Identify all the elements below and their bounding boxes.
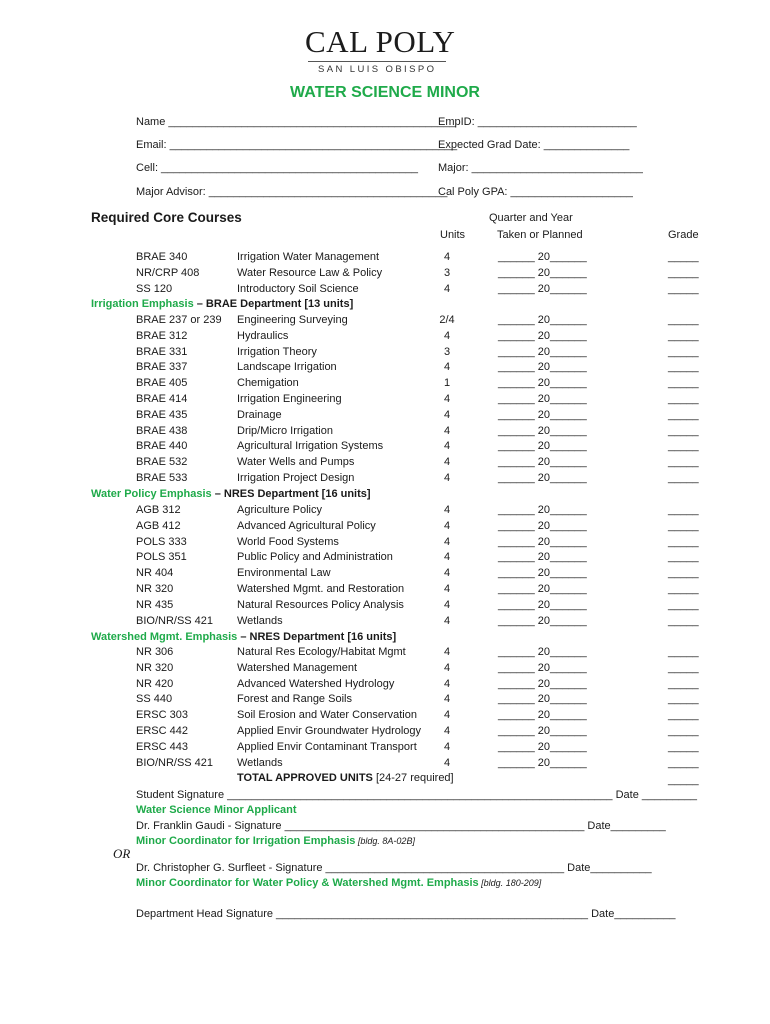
course-row [0,693,770,708]
course-code: NR 435 [136,598,174,611]
course-title: Landscape Irrigation [237,361,337,374]
course-units: 4 [443,677,451,690]
quarter-year-blank[interactable]: ______ 20______ [498,345,587,358]
grade-blank[interactable]: _____ [668,266,699,279]
course-units: 4 [443,361,451,374]
grade-blank[interactable]: _____ [668,393,699,405]
quarter-year-blank[interactable]: ______ 20______ [498,329,587,342]
course-row [0,678,770,693]
grade-blank[interactable]: _____ [668,408,699,421]
course-units: 4 [443,661,451,674]
emphasis-name: Watershed Mgmt. Emphasis [91,631,238,643]
quarter-year-blank[interactable]: ______ 20______ [498,472,587,484]
course-row [0,409,770,424]
course-code: BIO/NR/SS 421 [136,614,214,627]
quarter-year-blank[interactable]: ______ 20______ [498,361,587,374]
course-code: AGB 412 [136,519,181,532]
course-row [0,425,770,440]
grade-blank[interactable]: _____ [668,677,699,690]
course-title: Irrigation Water Management [237,251,380,263]
water-policy-emphasis-heading [91,488,371,500]
grade-blank[interactable]: _____ [668,709,699,722]
course-units: 4 [443,756,451,769]
course-title: Irrigation Theory [237,345,317,358]
quarter-year-blank[interactable]: ______ 20______ [498,725,587,737]
student-signature-line[interactable]: Student Signature _______________________________________________________________ Date _________ [136,789,697,801]
quarter-year-blank[interactable]: ______ 20______ [498,677,587,690]
emphasis-dept: – NRES Department [16 units] [211,488,371,500]
course-title: Environmental Law [237,567,331,580]
core-courses-heading: Required Core Courses [91,210,242,225]
course-row [0,377,770,392]
grade-blank[interactable]: _____ [668,535,699,548]
course-row [0,314,770,329]
grade-blank[interactable]: _____ [668,551,699,564]
course-title: Drip/Micro Irrigation [237,424,333,437]
course-code: BRAE 312 [136,329,188,342]
course-row [0,599,770,614]
logo-divider [308,61,446,62]
emphasis-dept: – BRAE Department [13 units] [193,298,354,310]
course-units: 4 [443,472,451,484]
quarter-year-blank[interactable]: ______ 20______ [498,583,587,595]
total-label: TOTAL APPROVED UNITS [237,772,373,784]
course-title: Natural Resources Policy Analysis [237,598,404,611]
course-row [0,725,770,740]
total-units [237,772,454,784]
course-title: Advanced Agricultural Policy [237,519,376,532]
quarter-year-blank[interactable]: ______ 20______ [498,693,587,706]
course-row [0,283,770,298]
grade-blank[interactable]: _____ [668,377,699,390]
course-code: NR/CRP 408 [136,266,200,279]
course-code: BRAE 337 [136,361,188,374]
form-title: WATER SCIENCE MINOR [290,84,480,101]
course-row [0,472,770,487]
quarter-year-blank[interactable]: ______ 20______ [498,393,587,405]
course-code: BRAE 340 [136,251,188,263]
email-field[interactable]: Email: _______________________________________________ [136,139,458,151]
gaudi-signature-line[interactable]: Dr. Franklin Gaudi - Signature _________________________________________________ Date_________ [136,820,666,832]
grade-blank[interactable]: _____ [668,440,699,453]
course-units: 4 [443,740,451,753]
applicant-label: Water Science Minor Applicant [136,804,297,816]
gpa-field[interactable]: Cal Poly GPA: ____________________ [438,186,633,198]
course-units: 4 [443,456,451,469]
course-row [0,741,770,756]
quarter-year-blank[interactable]: ______ 20______ [498,440,587,453]
grade-blank[interactable]: _____ [668,661,699,674]
surfleet-signature-line[interactable]: Dr. Christopher G. Surfleet - Signature _______________________________________ Date__________ [136,862,652,874]
name-field[interactable]: Name _______________________________________________ [136,116,456,128]
course-units: 3 [443,345,451,358]
course-title: Natural Res Ecology/Habitat Mgmt [237,646,406,658]
surfleet-role [136,877,541,889]
course-title: Water Wells and Pumps [237,456,355,469]
course-code: POLS 333 [136,535,187,548]
grade-blank[interactable]: _____ [668,504,699,516]
gaudi-building: [bldg. 8A-02B] [355,836,415,846]
course-code: NR 420 [136,677,174,690]
course-title: Drainage [237,408,282,421]
grade-blank[interactable]: _____ [668,614,699,627]
course-units: 4 [443,535,451,548]
course-code: BRAE 438 [136,424,188,437]
quarter-year-blank[interactable]: ______ 20______ [498,408,587,421]
course-units: 1 [443,377,451,390]
course-code: SS 120 [136,282,173,295]
grade-blank[interactable]: _____ [668,361,699,374]
course-title: Forest and Range Soils [237,693,352,706]
course-title: Introductory Soil Science [237,282,359,295]
course-row [0,615,770,630]
gaudi-role-text: Minor Coordinator for Irrigation Emphasis [136,835,356,847]
course-code: BRAE 331 [136,345,188,358]
course-units: 4 [443,646,451,658]
course-row [0,536,770,551]
course-units: 2/4 [439,314,455,326]
course-title: Soil Erosion and Water Conservation [237,709,417,722]
irrigation-emphasis-heading [91,298,353,310]
course-units: 4 [443,519,451,532]
course-title: Watershed Mgmt. and Restoration [237,583,405,595]
quarter-year-blank[interactable]: ______ 20______ [498,709,587,722]
quarter-year-blank[interactable]: ______ 20______ [498,266,587,279]
course-title: Advanced Watershed Hydrology [237,677,395,690]
course-title: Applied Envir Contaminant Transport [237,740,417,753]
course-title: Wetlands [237,756,283,769]
course-code: ERSC 442 [136,725,188,737]
units-header: Units [440,229,466,241]
course-row [0,440,770,455]
course-row [0,456,770,471]
grade-blank[interactable]: _____ [668,456,699,469]
quarter-year-blank[interactable]: ______ 20______ [498,456,587,469]
course-title: World Food Systems [237,535,339,548]
quarter-year-blank[interactable]: ______ 20______ [498,756,587,769]
course-row [0,567,770,582]
grade-blank[interactable]: _____ [668,282,699,295]
grad-date-field[interactable]: Expected Grad Date: ______________ [438,139,630,151]
quarter-year-blank[interactable]: ______ 20______ [498,519,587,532]
course-row [0,330,770,345]
course-units: 4 [443,393,451,405]
course-code: NR 320 [136,661,174,674]
quarter-header-line2: Taken or Planned [497,229,583,241]
course-code: BIO/NR/SS 421 [136,756,214,769]
grade-blank[interactable]: _____ [668,598,699,611]
major-field[interactable]: Major: ____________________________ [438,162,643,174]
course-code: BRAE 532 [136,456,188,469]
gaudi-role [136,835,415,847]
course-code: ERSC 443 [136,740,188,753]
course-units: 4 [443,424,451,437]
course-row [0,662,770,677]
course-code: ERSC 303 [136,709,188,722]
course-row [0,520,770,535]
course-row [0,646,770,661]
course-units: 4 [443,693,451,706]
course-code: BRAE 405 [136,377,188,390]
department-head-signature-line[interactable]: Department Head Signature ___________________________________________________ Date__________ [136,908,676,920]
course-units: 4 [443,598,451,611]
watershed-emphasis-heading [91,631,396,643]
course-units: 4 [443,551,451,564]
quarter-year-blank[interactable]: ______ 20______ [498,598,587,611]
cal-poly-logo-subtitle: SAN LUIS OBISPO [318,64,437,75]
course-units: 4 [443,504,451,516]
surfleet-role-text: Minor Coordinator for Water Policy & Watershed Mgmt. Emphasis [136,877,479,889]
emphasis-name: Water Policy Emphasis [91,488,212,500]
grade-blank[interactable]: _____ [668,424,699,437]
course-code: BRAE 533 [136,472,188,484]
course-units: 4 [443,408,451,421]
grade-blank[interactable]: _____ [668,646,699,658]
quarter-year-blank[interactable]: ______ 20______ [498,661,587,674]
emphasis-name: Irrigation Emphasis [91,298,194,310]
quarter-year-blank[interactable]: ______ 20______ [498,535,587,548]
course-title: Agricultural Irrigation Systems [237,440,384,453]
grade-blank[interactable]: _____ [668,345,699,358]
grade-blank[interactable]: _____ [668,725,699,737]
course-units: 4 [443,583,451,595]
cal-poly-logo: CAL POLY [305,24,456,59]
quarter-header-line1: Quarter and Year [489,212,573,224]
major-advisor-field[interactable]: Major Advisor: _______________________________________ [136,186,448,198]
course-units: 4 [443,567,451,580]
course-units: 4 [443,614,451,627]
grade-blank[interactable]: _____ [668,756,699,769]
total-note: [24-27 required] [372,772,454,784]
quarter-year-blank[interactable]: ______ 20______ [498,251,587,263]
total-grade-blank[interactable]: _____ [668,774,699,786]
quarter-year-blank[interactable]: ______ 20______ [498,567,587,580]
grade-blank[interactable]: _____ [668,519,699,532]
course-code: AGB 312 [136,504,181,516]
emphasis-dept: – NRES Department [16 units] [237,631,397,643]
course-units: 4 [443,251,451,263]
grade-blank[interactable]: _____ [668,567,699,580]
grade-blank[interactable]: _____ [668,693,699,706]
course-code: NR 320 [136,583,174,595]
course-title: Irrigation Engineering [237,393,342,405]
grade-header: Grade [668,229,699,241]
grade-blank[interactable]: _____ [668,472,699,484]
quarter-year-blank[interactable]: ______ 20______ [498,377,587,390]
course-title: Agriculture Policy [237,504,322,516]
course-code: BRAE 414 [136,393,188,405]
course-code: SS 440 [136,693,173,706]
course-row [0,709,770,724]
course-title: Applied Envir Groundwater Hydrology [237,725,422,737]
course-code: BRAE 237 or 239 [136,314,222,326]
course-title: Water Resource Law & Policy [237,266,383,279]
surfleet-building: [bldg. 180-209] [478,878,542,888]
course-title: Public Policy and Administration [237,551,393,564]
grade-blank[interactable]: _____ [668,329,699,342]
course-title: Engineering Surveying [237,314,348,326]
course-code: NR 306 [136,646,174,658]
quarter-year-blank[interactable]: ______ 20______ [498,282,587,295]
course-code: BRAE 440 [136,440,188,453]
course-title: Irrigation Project Design [237,472,355,484]
course-row [0,361,770,376]
quarter-year-blank[interactable]: ______ 20______ [498,646,587,658]
course-code: POLS 351 [136,551,187,564]
course-title: Hydraulics [237,329,289,342]
course-units: 4 [443,329,451,342]
course-units: 4 [443,282,451,295]
quarter-year-blank[interactable]: ______ 20______ [498,614,587,627]
quarter-year-blank[interactable]: ______ 20______ [498,424,587,437]
course-units: 4 [443,725,451,737]
or-separator: OR [113,846,131,861]
course-title: Wetlands [237,614,283,627]
course-row [0,757,770,772]
course-units: 3 [443,266,451,279]
cell-field[interactable]: Cell: __________________________________________ [136,162,419,174]
course-row [0,393,770,408]
grade-blank[interactable]: _____ [668,251,699,263]
course-row [0,583,770,598]
quarter-year-blank[interactable]: ______ 20______ [498,504,587,516]
grade-blank[interactable]: _____ [668,740,699,753]
course-row [0,551,770,566]
course-row [0,251,770,266]
course-title: Watershed Management [237,661,358,674]
quarter-year-blank[interactable]: ______ 20______ [498,314,587,326]
course-units: 4 [443,440,451,453]
grade-blank[interactable]: _____ [668,583,699,595]
quarter-year-blank[interactable]: ______ 20______ [498,551,587,564]
course-title: Chemigation [237,377,299,390]
empid-field[interactable]: EmpID: __________________________ [438,116,637,128]
quarter-year-blank[interactable]: ______ 20______ [498,740,587,753]
course-row [0,267,770,282]
course-row [0,504,770,519]
grade-blank[interactable]: _____ [668,314,699,326]
course-row [0,346,770,361]
course-code: NR 404 [136,567,174,580]
course-units: 4 [443,709,451,722]
course-code: BRAE 435 [136,408,188,421]
